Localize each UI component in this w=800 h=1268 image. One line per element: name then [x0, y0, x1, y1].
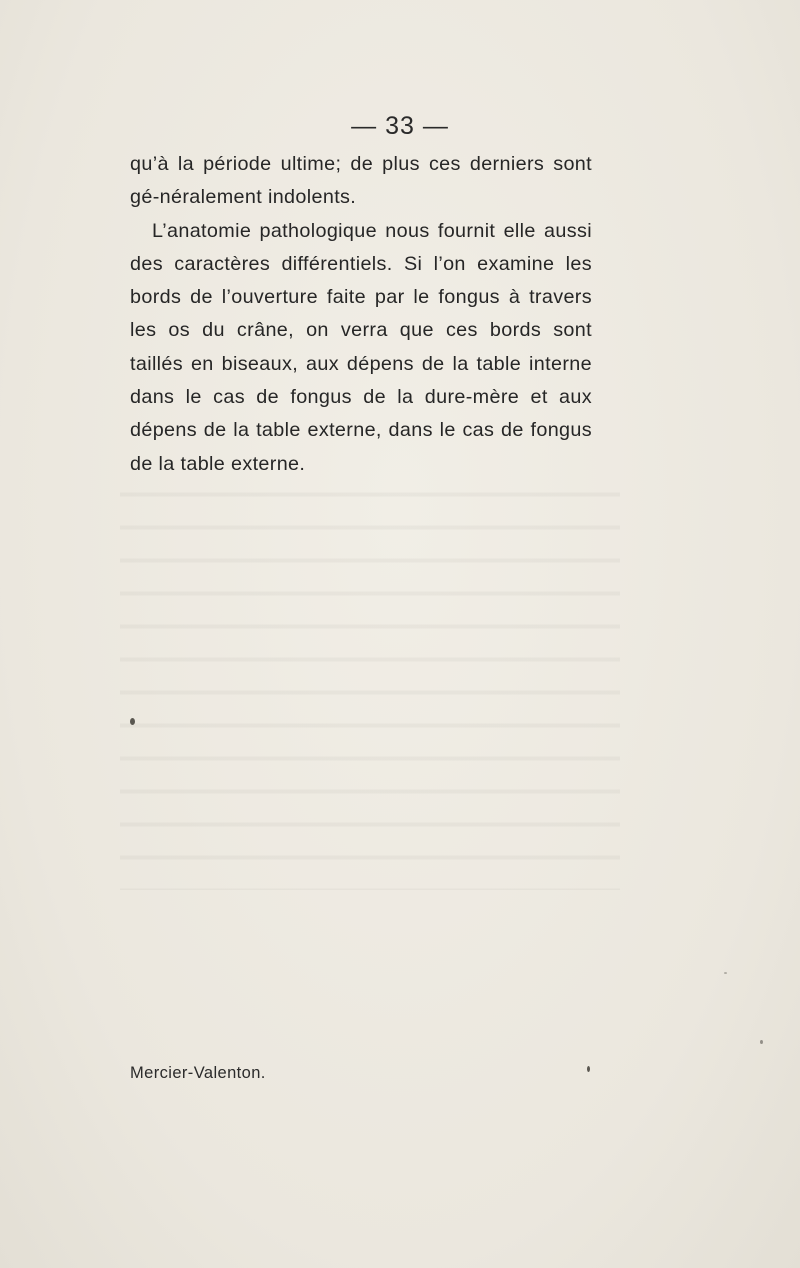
- ink-speck: [760, 1040, 763, 1044]
- bleed-through-texture: [120, 470, 620, 890]
- page-number: — 33 —: [351, 112, 449, 140]
- paragraph: qu’à la période ultime; de plus ces derniers sont gé-néralement indolents.: [130, 153, 592, 209]
- paragraph: L’anatomie pathologique nous fournit elle aussi des caractères différentiels. Si l’on examine les bords de l’ouverture faite par le fongus à travers les os du crâne, on verra que ces bords sont taillés en biseaux, aux dépens de la table interne dans le cas de fongus de la dure-mère et aux dépens de la table externe, dans le cas de fongus de la table externe.: [130, 219, 592, 475]
- ink-speck: [130, 718, 135, 725]
- body-text: [130, 148, 592, 481]
- author-signature: Mercier-Valenton.: [130, 1064, 266, 1082]
- ink-speck: [587, 1066, 590, 1072]
- ink-speck: [724, 972, 727, 974]
